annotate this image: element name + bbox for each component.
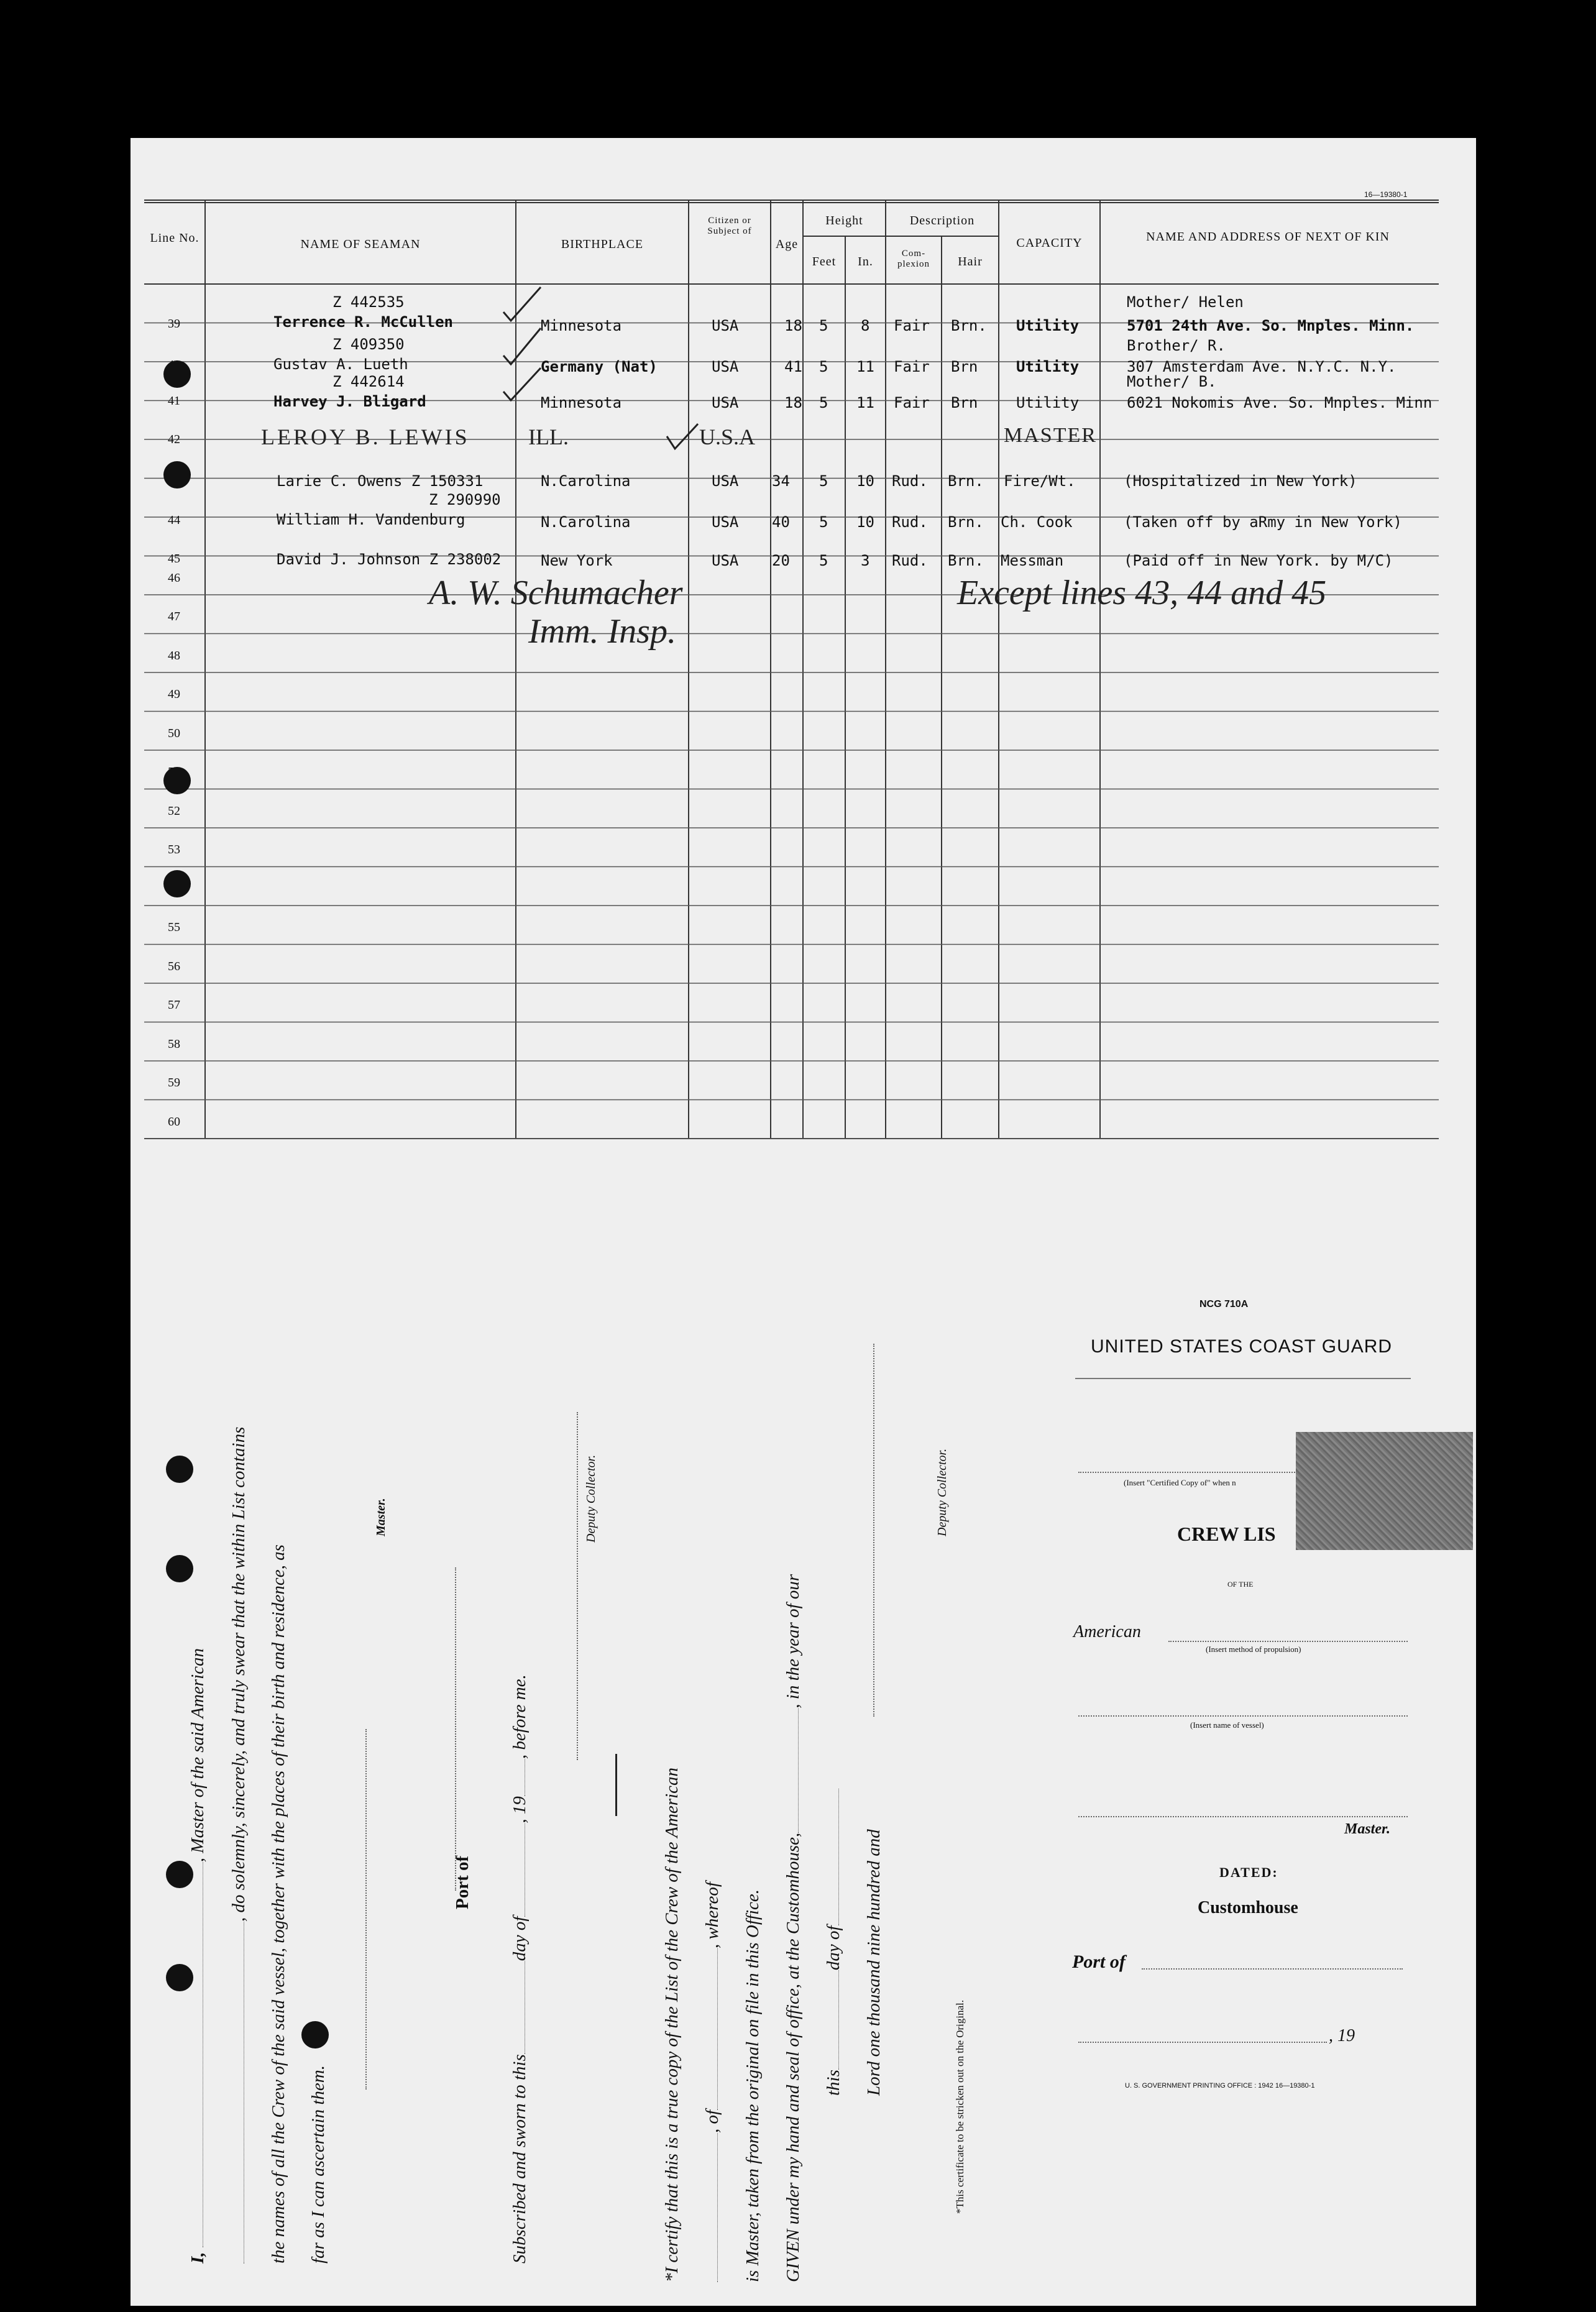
inspector-signature: A. W. Schumacher bbox=[429, 574, 683, 612]
footnote: *This certificate to be stricken out on the Original. bbox=[954, 1999, 966, 2214]
kin-address: (Paid off in New York. by M/C) bbox=[1124, 552, 1393, 569]
of-the-label: OF THE bbox=[1227, 1580, 1254, 1589]
kin-address: (Taken off by aRmy in New York) bbox=[1124, 513, 1402, 531]
seaman-complexion: Fair bbox=[894, 317, 930, 334]
seaman-capacity: Fire/Wt. bbox=[1004, 472, 1076, 490]
line-number: 39 bbox=[168, 317, 180, 331]
seaman-z-number: Z 442535 bbox=[332, 293, 405, 311]
subscribed-year: , 19 bbox=[510, 1796, 530, 1823]
binder-hole bbox=[166, 1555, 193, 1582]
this-day-of: day of bbox=[823, 1925, 843, 1971]
seaman-birthplace: Minnesota bbox=[541, 394, 622, 411]
binder-hole bbox=[163, 870, 191, 897]
subscribed-line bbox=[510, 1674, 530, 2264]
lord-line: Lord one thousand nine hundred and bbox=[864, 1829, 884, 2096]
header-birthplace: BIRTHPLACE bbox=[561, 237, 644, 251]
line-number: 60 bbox=[168, 1114, 180, 1129]
seaman-feet: 5 bbox=[819, 358, 828, 375]
oath-swear: , do solemnly, sincerely, and truly swear that the within List contains bbox=[229, 1426, 249, 1922]
seaman-inches: 11 bbox=[856, 394, 874, 411]
crew-list-document bbox=[131, 138, 1476, 2306]
oath-line-4: far as I can ascertain them. bbox=[308, 2065, 328, 2264]
kin-relation: Mother/ B. bbox=[1127, 373, 1217, 390]
header-capacity: CAPACITY bbox=[1016, 236, 1083, 250]
seaman-age: 40 bbox=[772, 513, 790, 531]
oath-master-of: , Master of the said American bbox=[188, 1648, 208, 1863]
seaman-name: William H. Vandenburg bbox=[277, 511, 466, 528]
line-number: 55 bbox=[168, 920, 180, 934]
subscribed-before-me: , before me. bbox=[510, 1674, 530, 1759]
seaman-birthplace: N.Carolina bbox=[541, 513, 631, 531]
binder-hole bbox=[163, 461, 191, 489]
master-signature-line bbox=[365, 1729, 367, 2090]
line-number: 45 bbox=[168, 552, 180, 566]
header-citizen: Citizen or Subject of bbox=[707, 216, 752, 236]
binder-hole bbox=[166, 1456, 193, 1483]
seaman-citizen: USA bbox=[712, 472, 739, 490]
port-blank bbox=[455, 1567, 456, 1891]
seaman-citizen: USA bbox=[712, 513, 739, 531]
oath-i: I, bbox=[188, 2247, 208, 2264]
seaman-name: David J. Johnson Z 238002 bbox=[277, 551, 502, 568]
checkmark-icon bbox=[664, 421, 701, 458]
agency-title: UNITED STATES COAST GUARD bbox=[1091, 1336, 1393, 1357]
header-age: Age bbox=[775, 237, 799, 251]
seaman-age: 34 bbox=[772, 472, 790, 490]
master-taken-line: is Master, taken from the original on file in this Office. bbox=[743, 1889, 763, 2282]
printer-imprint: U. S. GOVERNMENT PRINTING OFFICE : 1942 16—19380-1 bbox=[1125, 2082, 1315, 2090]
subscribed-text: Subscribed and sworn to this bbox=[510, 2054, 530, 2264]
line-number: 52 bbox=[168, 804, 180, 818]
deputy-signature-line-1 bbox=[577, 1412, 578, 1760]
deputy-collector-2: Deputy Collector. bbox=[935, 1448, 949, 1536]
seaman-age: 20 bbox=[772, 552, 790, 569]
crew-table-grid bbox=[131, 138, 1476, 1151]
seaman-inches: 10 bbox=[856, 513, 874, 531]
kin-address: 307 Amsterdam Ave. N.Y.C. N.Y. bbox=[1127, 358, 1396, 375]
oath-line-2 bbox=[229, 1427, 249, 2264]
seaman-citizen: U.S.A bbox=[699, 424, 756, 449]
seaman-hair: Brn. bbox=[951, 317, 987, 334]
divider bbox=[615, 1754, 617, 1816]
binder-hole bbox=[166, 1964, 193, 1991]
seaman-capacity: Utility bbox=[1016, 394, 1080, 411]
seaman-inches: 10 bbox=[856, 472, 874, 490]
seaman-age: 41 bbox=[784, 358, 802, 375]
header-inches: In. bbox=[858, 255, 873, 268]
binder-hole bbox=[166, 1861, 193, 1888]
seaman-name: Gustav A. Lueth bbox=[273, 356, 408, 373]
date-blank bbox=[1078, 2042, 1327, 2043]
seaman-birthplace: ILL. bbox=[528, 424, 569, 449]
line-number: 56 bbox=[168, 959, 180, 973]
seaman-z-number: Z 290990 bbox=[429, 491, 501, 508]
kin-relation: Brother/ R. bbox=[1127, 337, 1226, 354]
subscribed-day-of: day of bbox=[510, 1916, 530, 1961]
header-description: Description bbox=[909, 214, 975, 227]
year-label: , 19 bbox=[1329, 2026, 1355, 2045]
seaman-citizen: USA bbox=[712, 358, 739, 375]
blank-vessel bbox=[717, 2133, 718, 2282]
this-text: this bbox=[823, 2070, 843, 2096]
american-label: American bbox=[1073, 1622, 1141, 1641]
blank-customhouse bbox=[798, 1709, 799, 1833]
propulsion-blank bbox=[1168, 1641, 1408, 1642]
oath-line-1 bbox=[188, 1648, 208, 2264]
seaman-name: Harvey J. Bligard bbox=[273, 393, 426, 410]
header-hair: Hair bbox=[958, 255, 983, 268]
dated-label: DATED: bbox=[1219, 1865, 1278, 1880]
header-feet: Feet bbox=[812, 255, 837, 268]
seaman-complexion: Fair bbox=[894, 394, 930, 411]
except-note: Except lines 43, 44 and 45 bbox=[957, 574, 1327, 612]
seaman-capacity: Messman bbox=[1001, 552, 1064, 569]
inspector-title: Imm. Insp. bbox=[528, 612, 676, 651]
seaman-name: Terrence R. McCullen bbox=[273, 313, 453, 331]
seaman-hair: Brn bbox=[951, 394, 978, 411]
certify-line-2 bbox=[702, 1882, 723, 2282]
seaman-capacity: Utility bbox=[1016, 317, 1080, 334]
form-number: 16—19380-1 bbox=[1364, 190, 1408, 199]
customhouse-label: Customhouse bbox=[1198, 1898, 1298, 1917]
seaman-name: LEROY B. LEWIS bbox=[261, 424, 470, 449]
given-line bbox=[783, 1574, 804, 2282]
given-year: , in the year of our bbox=[783, 1574, 803, 1709]
seaman-citizen: USA bbox=[712, 552, 739, 569]
seaman-hair: Brn. bbox=[948, 472, 984, 490]
header-line-no: Line No. bbox=[150, 231, 200, 245]
certify-line: *I certify that this is a true copy of the List of the Crew of the American bbox=[662, 1767, 682, 2282]
header-complexion: Com-plexion bbox=[897, 249, 930, 269]
seaman-age: 18 bbox=[784, 394, 802, 411]
blank-port bbox=[717, 1948, 718, 2110]
seaman-complexion: Rud. bbox=[892, 472, 928, 490]
seaman-birthplace: N.Carolina bbox=[541, 472, 631, 490]
seaman-hair: Brn. bbox=[948, 513, 984, 531]
seaman-feet: 5 bbox=[819, 394, 828, 411]
seaman-capacity: Ch. Cook bbox=[1001, 513, 1073, 531]
kin-address: 6021 Nokomis Ave. So. Mnples. Minn bbox=[1127, 394, 1433, 411]
checkmark-icons bbox=[497, 268, 547, 418]
certify-of: , of bbox=[702, 2109, 722, 2133]
line-number: 41 bbox=[168, 394, 180, 408]
seaman-feet: 5 bbox=[819, 552, 828, 569]
line-number: 49 bbox=[168, 687, 180, 701]
blank-this-day bbox=[838, 1970, 839, 2070]
seaman-hair: Brn. bbox=[948, 552, 984, 569]
seaman-citizen: USA bbox=[712, 317, 739, 334]
seaman-hair: Brn bbox=[951, 358, 978, 375]
given-text: GIVEN under my hand and seal of office, at the Customhouse, bbox=[783, 1832, 803, 2282]
seaman-birthplace: Minnesota bbox=[541, 317, 622, 334]
seaman-complexion: Rud. bbox=[892, 552, 928, 569]
deputy-signature-line-2 bbox=[873, 1344, 874, 1717]
seaman-complexion: Fair bbox=[894, 358, 930, 375]
crew-list-title: CREW LIS bbox=[1177, 1523, 1276, 1545]
binder-hole bbox=[163, 767, 191, 794]
line-number: 58 bbox=[168, 1037, 180, 1051]
line-number: 44 bbox=[168, 513, 180, 527]
form-id: NCG 710A bbox=[1199, 1299, 1249, 1310]
line-number: 50 bbox=[168, 726, 180, 740]
header-next-of-kin: NAME AND ADDRESS OF NEXT OF KIN bbox=[1146, 230, 1390, 244]
seaman-z-number: Z 409350 bbox=[332, 336, 405, 353]
header-height: Height bbox=[825, 214, 863, 227]
seaman-inches: 3 bbox=[861, 552, 870, 569]
kin-address: 5701 24th Ave. So. Mnples. Minn. bbox=[1127, 317, 1415, 334]
insert-certified-note: (Insert "Certified Copy of" when n bbox=[1124, 1478, 1236, 1487]
seaman-capacity: Utility bbox=[1016, 358, 1080, 375]
seaman-feet: 5 bbox=[819, 472, 828, 490]
port-blank bbox=[1142, 1968, 1403, 1970]
oath-master-label: Master. bbox=[374, 1498, 388, 1536]
vessel-name-blank bbox=[1078, 1715, 1408, 1717]
seaman-citizen: USA bbox=[712, 394, 739, 411]
line-number: 48 bbox=[168, 648, 180, 663]
port-of-label: Port of bbox=[1072, 1952, 1126, 1972]
blank-this-month bbox=[838, 1789, 839, 1925]
port-of-label: Port of bbox=[452, 1855, 472, 1909]
oath-line-3: the names of all the Crew of the said vessel, together with the places of their birth and residence, as bbox=[268, 1544, 288, 2264]
seaman-feet: 5 bbox=[819, 513, 828, 531]
line-number: 42 bbox=[168, 433, 180, 446]
line-number: 59 bbox=[168, 1076, 180, 1089]
binder-hole bbox=[301, 2021, 329, 2048]
line-number: 57 bbox=[168, 998, 180, 1012]
kin-address: (Hospitalized in New York) bbox=[1124, 472, 1357, 490]
seaman-birthplace: Germany (Nat) bbox=[541, 358, 658, 375]
line-number: 46 bbox=[168, 571, 180, 585]
master-name-blank bbox=[1078, 1816, 1408, 1817]
seaman-inches: 11 bbox=[856, 358, 874, 375]
insert-propulsion-note: (Insert method of propulsion) bbox=[1206, 1645, 1301, 1654]
line-number: 53 bbox=[168, 843, 180, 856]
seaman-age: 18 bbox=[784, 317, 802, 334]
binder-hole bbox=[163, 360, 191, 388]
deputy-collector-1: Deputy Collector. bbox=[584, 1454, 598, 1543]
master-label: Master. bbox=[1344, 1821, 1391, 1837]
seaman-complexion: Rud. bbox=[892, 513, 928, 531]
certify-whereof: , whereof bbox=[702, 1882, 722, 1948]
divider bbox=[1075, 1378, 1411, 1379]
line-number: 47 bbox=[168, 610, 180, 623]
seaman-name: Larie C. Owens Z 150331 bbox=[277, 472, 484, 490]
this-day-line bbox=[823, 1789, 844, 2096]
kin-relation: Mother/ Helen bbox=[1127, 293, 1244, 311]
insert-vessel-note: (Insert name of vessel) bbox=[1190, 1720, 1264, 1730]
seaman-z-number: Z 442614 bbox=[332, 373, 405, 390]
seaman-birthplace: New York bbox=[541, 552, 613, 569]
seaman-capacity: MASTER bbox=[1004, 424, 1097, 447]
seaman-inches: 8 bbox=[861, 317, 870, 334]
header-name: NAME OF SEAMAN bbox=[300, 237, 421, 251]
torn-stamp-patch bbox=[1296, 1432, 1473, 1550]
seaman-feet: 5 bbox=[819, 317, 828, 334]
